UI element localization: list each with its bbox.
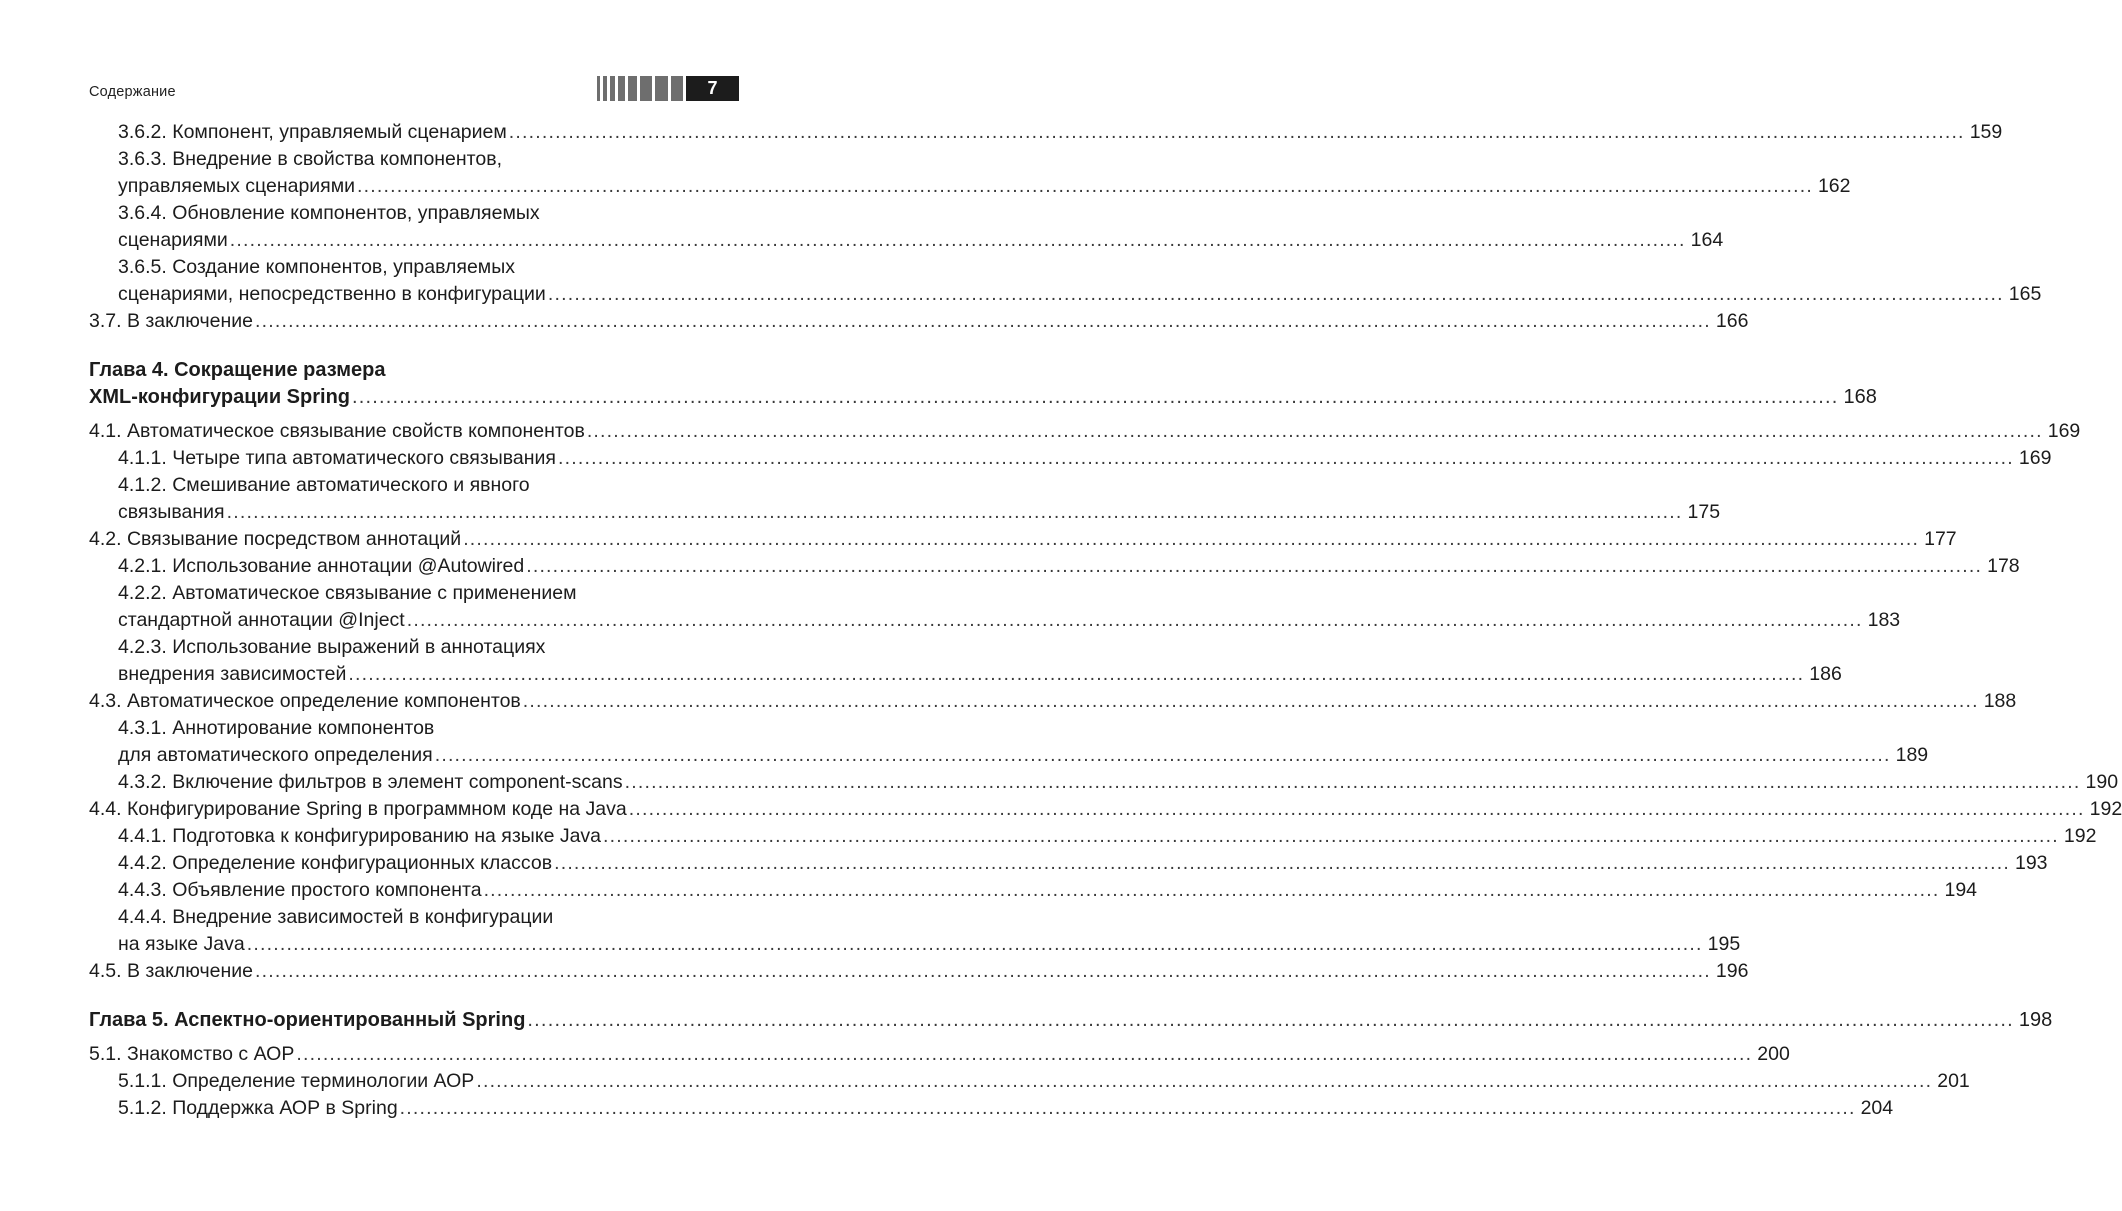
dot-leader: ............................................................................................................................................................................................................................ [603,825,2059,847]
toc-entry-title: XML-конфигурации Spring [89,386,351,408]
toc-entry [89,1043,1790,1070]
toc-entry-title: 4.3.2. Включение фильтров в элемент component-scans [118,771,623,793]
toc-entry [89,960,1749,987]
dot-leader: ............................................................................................................................................................................................................................ [483,879,1940,901]
toc-entry [89,879,1978,906]
toc-entry [89,744,1929,771]
toc-page-number: 200 [1757,1043,1790,1065]
toc-page-number: 204 [1860,1097,1894,1119]
toc-entry [89,148,739,175]
dot-leader: ............................................................................................................................................................................................................................ [527,1009,2014,1031]
toc-entry [89,447,2052,474]
toc-entry-title: 4.4.2. Определение конфигурационных классов [118,852,553,874]
toc-entry-title: 3.6.2. Компонент, управляемый сценарием [118,121,507,143]
toc-page-number: 165 [2008,283,2042,305]
toc-entry [89,420,2081,447]
toc-entry-title: Глава 4. Сокращение размера [89,359,386,381]
dot-leader: ............................................................................................................................................................................................................................ [624,771,2081,793]
stripe [628,76,637,101]
toc-entry [89,933,1741,960]
toc-entry [89,555,2020,582]
running-head: Содержание [89,84,176,100]
dot-leader: ............................................................................................................................................................................................................................ [476,1070,1933,1092]
dot-leader: ............................................................................................................................................................................................................................ [296,1043,1753,1065]
toc-entry [89,663,1842,690]
toc-entry [89,906,739,933]
toc-page-number: 159 [1969,121,2003,143]
toc-chapter-entry [89,1009,2053,1036]
toc-chapter-entry [89,386,1877,413]
dot-leader: ............................................................................................................................................................................................................................ [522,690,1979,712]
toc-entry-title: 5.1.2. Поддержка АОР в Spring [118,1097,398,1119]
toc-entry-title: 5.1.1. Определение терминологии АОР [118,1070,475,1092]
dot-leader: ............................................................................................................................................................................................................................ [554,852,2010,874]
toc-entry [89,202,739,229]
toc-page-number: 196 [1715,960,1749,982]
toc-entry-title: Глава 5. Аспектно-ориентированный Spring [89,1009,526,1031]
toc-entry-title: 4.1. Автоматическое связывание свойств компонентов [89,420,585,442]
toc-entry [89,256,739,283]
toc-page-number: 183 [1867,609,1901,631]
toc-entry-title: 3.6.5. Создание компонентов, управляемых [118,256,515,278]
toc-entry-title: 4.4. Конфигурирование Spring в программном коде на Java [89,798,627,820]
toc-entry-title: 4.3. Автоматическое определение компонентов [89,690,521,712]
toc-entry-title: 4.4.3. Объявление простого компонента [118,879,482,901]
toc-entry [89,825,2097,852]
toc-entry-title: 4.1.2. Смешивание автоматического и явного [118,474,530,496]
toc-page-number: 198 [2018,1009,2053,1031]
dot-leader: ............................................................................................................................................................................................................................ [246,933,1703,955]
toc-entry-title: 4.2.1. Использование аннотации @Autowired [118,555,525,577]
toc-entry [89,798,2122,825]
dot-leader: ............................................................................................................................................................................................................................ [255,310,1711,332]
toc-entry [89,121,2003,148]
dot-leader: ............................................................................................................................................................................................................................ [558,447,2014,469]
toc-entry [89,310,1749,337]
toc-entry-title: 3.6.3. Внедрение в свойства компонентов, [118,148,503,170]
toc-entry-title: на языке Java [118,933,245,955]
toc-page-number: 175 [1687,501,1721,523]
toc-entry [89,528,1957,555]
toc-page-number: 169 [2018,447,2052,469]
toc-page-number: 192 [2063,825,2097,847]
dot-leader: ............................................................................................................................................................................................................................ [352,386,1839,408]
toc-entry-title: 3.7. В заключение [89,310,253,332]
toc-page-number: 164 [1690,229,1724,251]
toc-entry [89,582,739,609]
toc-entry [89,771,2119,798]
toc-page-number: 188 [1983,690,2017,712]
toc-entry-title: 4.2. Связывание посредством аннотаций [89,528,462,550]
toc-entry-title: 3.6.4. Обновление компонентов, управляемых [118,202,540,224]
toc-entry-title: для автоматического определения [118,744,433,766]
toc-page-number: 168 [1843,386,1877,408]
dot-leader: ............................................................................................................................................................................................................................ [406,609,1863,631]
stripe [655,76,668,101]
dot-leader: ............................................................................................................................................................................................................................ [628,798,2085,820]
toc-page-number: 201 [1937,1070,1970,1092]
toc-entry [89,1070,1970,1097]
dot-leader: ............................................................................................................................................................................................................................ [586,420,2043,442]
toc-entry-title: 4.4.4. Внедрение зависимостей в конфигурации [118,906,554,928]
toc-page-number: 190 [2085,771,2119,793]
stripe [671,76,683,101]
dot-leader: ............................................................................................................................................................................................................................ [434,744,1891,766]
dot-leader: ............................................................................................................................................................................................................................ [547,283,2004,305]
dot-leader: ............................................................................................................................................................................................................................ [399,1097,1856,1119]
toc-page-number: 166 [1715,310,1749,332]
page-number-box: 7 [686,76,739,101]
dot-leader: ............................................................................................................................................................................................................................ [526,555,1983,577]
toc-entry [89,283,2042,310]
toc-entry-title: связывания [118,501,225,523]
toc-entry-title: сценариями, непосредственно в конфигурации [118,283,546,305]
toc-entry [89,717,739,744]
toc-entry-title: сценариями [118,229,228,251]
table-of-contents [89,121,2122,1124]
toc-page-number: 162 [1817,175,1851,197]
stripe [618,76,625,101]
toc-page-number: 195 [1707,933,1741,955]
toc-entry-title: стандартной аннотации @Inject [118,609,405,631]
toc-page-number: 192 [2089,798,2122,820]
stripe [610,76,615,101]
toc-page-number: 169 [2047,420,2081,442]
toc-entry-title: 4.2.2. Автоматическое связывание с применением [118,582,577,604]
toc-entry [89,501,1721,528]
toc-entry [89,690,2017,717]
dot-leader: ............................................................................................................................................................................................................................ [508,121,1965,143]
stripe [640,76,652,101]
toc-entry-title: 4.4.1. Подготовка к конфигурированию на языке Java [118,825,602,847]
toc-page-number: 194 [1944,879,1978,901]
toc-entry [89,1097,1894,1124]
toc-entry [89,852,2048,879]
dot-leader: ............................................................................................................................................................................................................................ [348,663,1805,685]
toc-entry-title: 5.1. Знакомство с АОР [89,1043,295,1065]
dot-leader: ............................................................................................................................................................................................................................ [463,528,1920,550]
toc-page-number: 189 [1895,744,1929,766]
dot-leader: ............................................................................................................................................................................................................................ [226,501,1683,523]
toc-entry-title: управляемых сценариями [118,175,356,197]
toc-entry-title: 4.2.3. Использование выражений в аннотациях [118,636,546,658]
toc-page-number: 193 [2014,852,2048,874]
dot-leader: ............................................................................................................................................................................................................................ [357,175,1813,197]
toc-entry [89,175,1851,202]
stripe [603,76,607,101]
dot-leader: ............................................................................................................................................................................................................................ [229,229,1686,251]
toc-page-number: 178 [1987,555,2020,577]
toc-entry-title: 4.3.1. Аннотирование компонентов [118,717,435,739]
dot-leader: ............................................................................................................................................................................................................................ [255,960,1711,982]
stripe [597,76,600,101]
toc-entry [89,609,1901,636]
toc-entry [89,636,739,663]
toc-entry-title: 4.5. В заключение [89,960,253,982]
toc-entry-title: 4.1.1. Четыре типа автоматического связывания [118,447,556,469]
toc-chapter-entry [89,359,739,386]
toc-entry [89,229,1724,256]
toc-page-number: 177 [1924,528,1957,550]
toc-entry-title: внедрения зависимостей [118,663,347,685]
toc-entry [89,474,739,501]
toc-page-number: 186 [1809,663,1842,685]
